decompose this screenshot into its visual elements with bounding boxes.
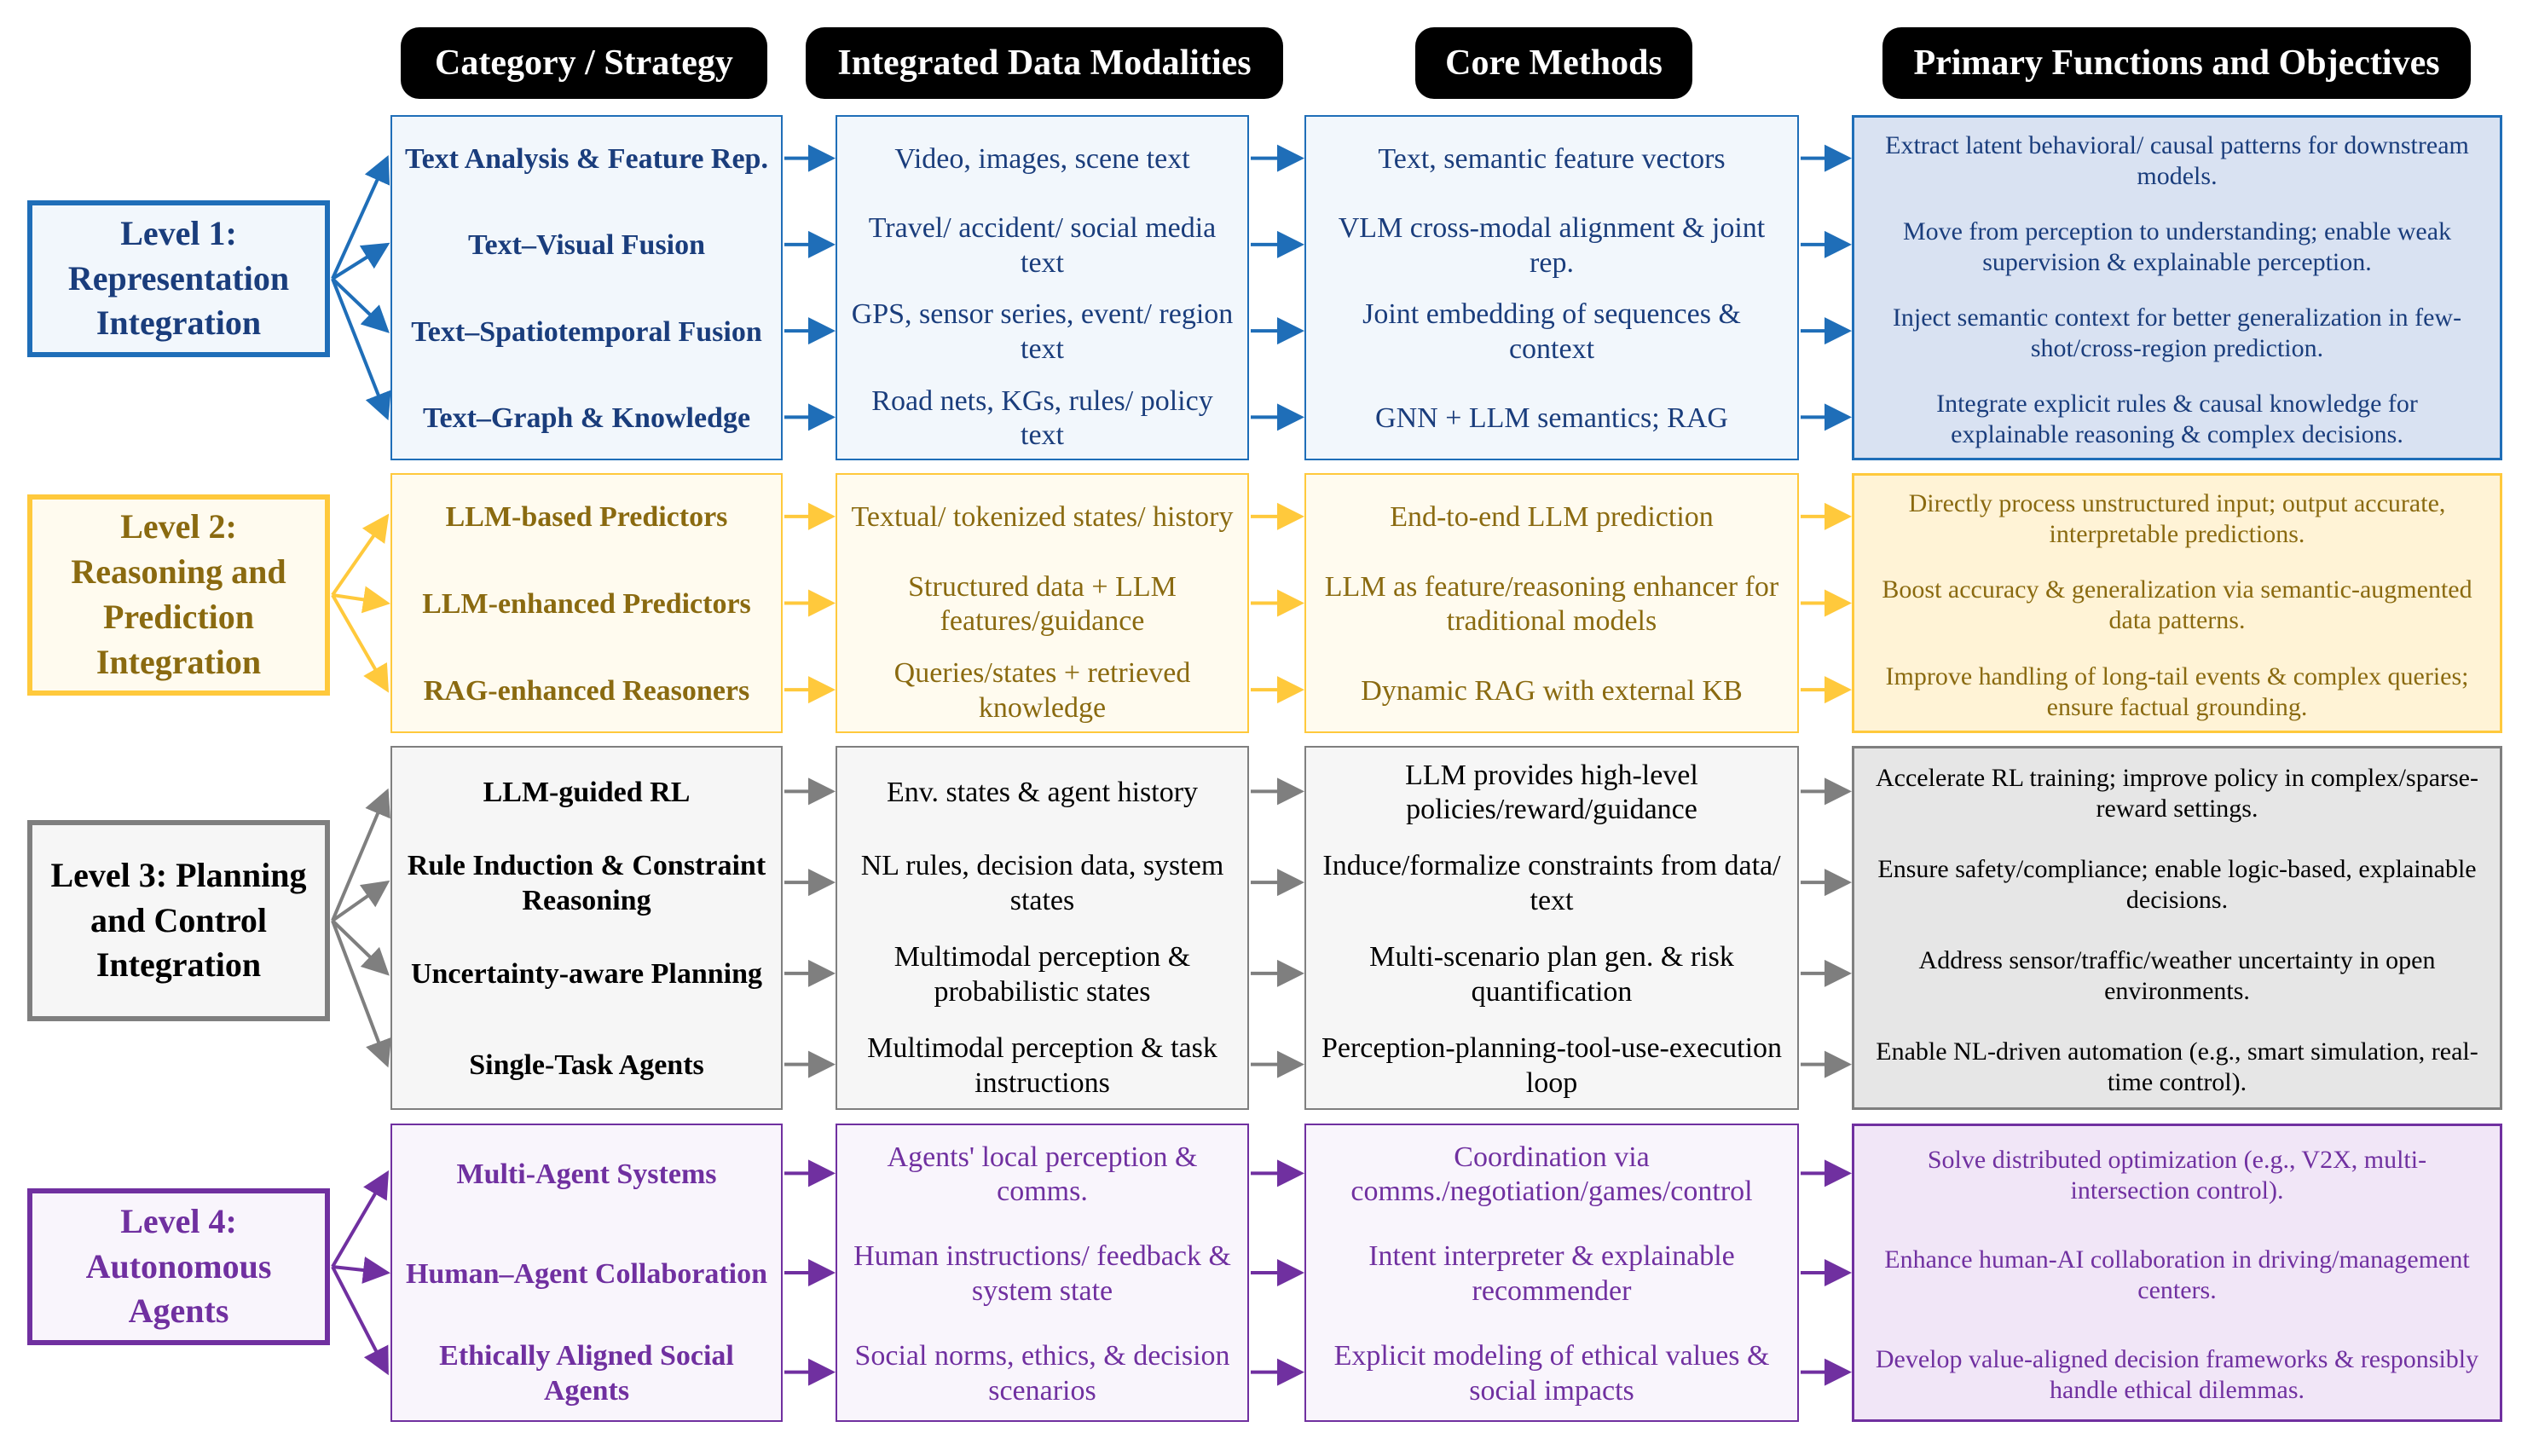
level-1-row-3-modalities: GPS, sensor series, event/ region text — [851, 298, 1234, 366]
level-4-row-1-category: Multi-Agent Systems — [456, 1158, 717, 1190]
level-4-row-2-category: Human–Agent Collaboration — [405, 1257, 768, 1290]
level-2-row-2-modalities: Structured data + LLM features/guidance — [908, 570, 1177, 638]
level-3-row-4-category: Single-Task Agents — [469, 1049, 704, 1082]
level-3-row-3-methods: Multi-scenario plan gen. & risk quantification — [1369, 941, 1734, 1008]
level-4-row-3-functions: Develop value-aligned decision frameworks & responsibly handle ethical dilemmas. — [1875, 1344, 2479, 1404]
level-1-row-4-functions: Integrate explicit rules & causal knowledge for explainable reasoning & complex decisions. — [1936, 390, 2418, 449]
level-1-row-1-functions: Extract latent behavioral/ causal patterns for downstream models. — [1885, 130, 2469, 190]
level-1-row-4-category: Text–Graph & Knowledge — [422, 402, 751, 434]
level-3-row-1-modalities: Env. states & agent history — [886, 776, 1199, 808]
level-4-fan-arrow-3 — [333, 1267, 387, 1372]
level-1-row-1-methods: Text, semantic feature vectors — [1378, 143, 1726, 176]
level-3-row-2-methods: Induce/formalize constraints from data/ text — [1322, 850, 1781, 917]
level-4-row-2-modalities: Human instructions/ feedback & system state — [853, 1240, 1231, 1307]
level-3-row-4-modalities: Multimodal perception & task instructions — [867, 1031, 1217, 1099]
level-3-row-3-modalities: Multimodal perception & probabilistic states — [893, 941, 1191, 1008]
level-3-fan-arrow-3 — [333, 921, 387, 974]
level-3-row-3-category: Uncertainty-aware Planning — [410, 958, 763, 991]
level-3-box: Level 3: Planning and Control Integration — [27, 820, 330, 1021]
level-4-box: Level 4: Autonomous Agents — [27, 1188, 330, 1345]
level-1-row-3-methods: Joint embedding of sequences & context — [1362, 298, 1741, 366]
level-3-row-2-functions: Ensure safety/compliance; enable logic-based, explainable decisions. — [1877, 855, 2477, 915]
level-3-row-1-functions: Accelerate RL training; improve policy in complex/sparse-reward settings. — [1876, 764, 2478, 823]
level-2-row-2-category: LLM-enhanced Predictors — [422, 588, 751, 621]
header-category: Category / Strategy — [401, 27, 767, 99]
level-2-row-2-functions: Boost accuracy & generalization via semantic-augmented data patterns. — [1882, 575, 2472, 635]
level-1-row-1-category: Text Analysis & Feature Rep. — [405, 143, 768, 176]
level-1-row-2-category: Text–Visual Fusion — [467, 229, 706, 262]
level-3-row-4-methods: Perception-planning-tool-use-execution loop — [1321, 1031, 1783, 1099]
level-3-row-4-functions: Enable NL-driven automation (e.g., smart simulation, real-time control). — [1876, 1037, 2478, 1096]
level-1-fan-arrow-3 — [333, 279, 387, 331]
level-2-fan-arrow-1 — [333, 517, 387, 595]
level-2-fan-arrow-3 — [333, 595, 387, 690]
level-4-row-3-category: Ethically Aligned Social Agents — [439, 1339, 734, 1407]
level-4-row-2-methods: Intent interpreter & explainable recommender — [1368, 1240, 1735, 1307]
header-methods: Core Methods — [1415, 27, 1692, 99]
header-modalities: Integrated Data Modalities — [806, 27, 1283, 99]
level-1-fan-arrow-4 — [333, 279, 387, 417]
level-4-row-1-modalities: Agents' local perception & comms. — [887, 1141, 1198, 1208]
header-functions: Primary Functions and Objectives — [1882, 27, 2471, 99]
level-1-row-3-functions: Inject semantic context for better generalization in few-shot/cross-region prediction. — [1892, 303, 2462, 363]
level-3-row-3-functions: Address sensor/traffic/weather uncertainty in open environments. — [1918, 945, 2436, 1005]
level-4-fan-arrow-1 — [333, 1173, 387, 1267]
level-1-row-2-methods: VLM cross-modal alignment & joint rep. — [1338, 212, 1766, 279]
level-4-row-2-functions: Enhance human-AI collaboration in driving/management centers. — [1884, 1245, 2470, 1304]
level-2-fan-arrow-2 — [333, 595, 387, 604]
level-2-row-3-category: RAG-enhanced Reasoners — [423, 674, 750, 707]
level-3-row-2-modalities: NL rules, decision data, system states — [860, 850, 1224, 917]
level-1-row-3-category: Text–Spatiotemporal Fusion — [411, 315, 762, 348]
level-4-row-1-functions: Solve distributed optimization (e.g., V2X, multi-intersection control). — [1927, 1146, 2427, 1205]
level-1-row-2-modalities: Travel/ accident/ social media text — [868, 212, 1217, 279]
level-2-row-3-modalities: Queries/states + retrieved knowledge — [893, 657, 1191, 725]
level-2-row-3-functions: Improve handling of long-tail events & complex queries; ensure factual grounding. — [1885, 662, 2469, 722]
level-1-row-4-methods: GNN + LLM semantics; RAG — [1375, 402, 1728, 434]
level-2-row-3-methods: Dynamic RAG with external KB — [1361, 674, 1743, 707]
level-3-row-1-methods: LLM provides high-level policies/reward/guidance — [1405, 759, 1698, 826]
level-3-row-2-category: Rule Induction & Constraint Reasoning — [407, 850, 766, 917]
level-4-row-1-methods: Coordination via comms./negotiation/games/control — [1350, 1141, 1753, 1208]
level-2-row-1-functions: Directly process unstructured input; output accurate, interpretable predictions. — [1908, 488, 2446, 548]
level-3-fan-arrow-4 — [333, 921, 387, 1065]
level-3-row-1-category: LLM-guided RL — [483, 776, 691, 808]
level-2-box: Level 2: Reasoning and Prediction Integration — [27, 494, 330, 696]
level-1-row-1-modalities: Video, images, scene text — [894, 143, 1190, 176]
level-1-row-4-modalities: Road nets, KGs, rules/ policy text — [871, 384, 1213, 452]
level-4-row-3-methods: Explicit modeling of ethical values & social impacts — [1333, 1339, 1770, 1407]
level-2-row-1-methods: End-to-end LLM prediction — [1390, 501, 1714, 534]
level-1-box: Level 1: Representation Integration — [27, 200, 330, 357]
level-1-row-2-functions: Move from perception to understanding; enable weak supervision & explainable perception. — [1902, 217, 2452, 276]
level-4-fan-arrow-2 — [333, 1267, 387, 1273]
level-2-row-1-modalities: Textual/ tokenized states/ history — [851, 501, 1234, 534]
level-2-row-1-category: LLM-based Predictors — [445, 501, 728, 534]
level-2-row-2-methods: LLM as feature/reasoning enhancer for traditional models — [1324, 570, 1779, 638]
level-4-row-3-modalities: Social norms, ethics, & decision scenarios — [854, 1339, 1230, 1407]
